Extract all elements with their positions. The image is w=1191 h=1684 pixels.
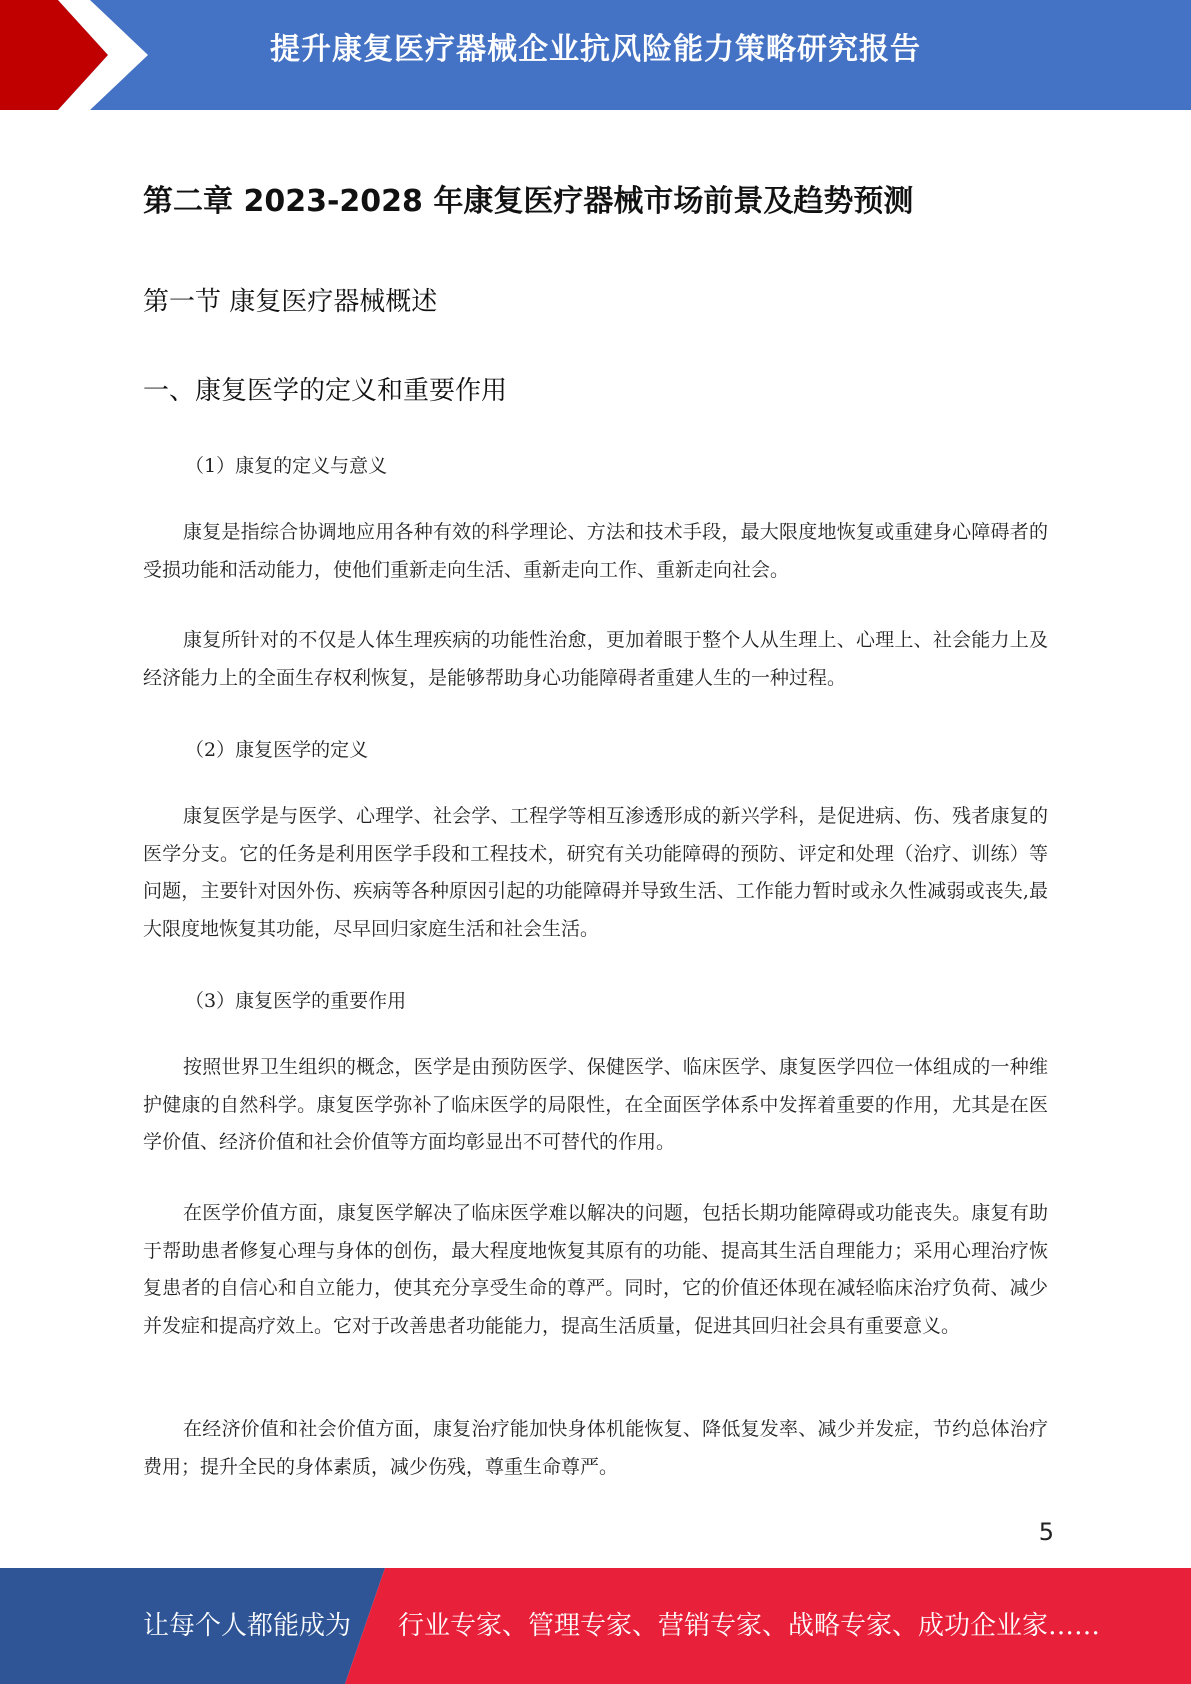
paragraph: 康复医学是与医学、心理学、社会学、工程学等相互渗透形成的新兴学科，是促进病、伤、残者康复的医学分支。它的任务是利用医学手段和工程技术，研究有关功能障碍的预防、评定和处理（治疗、训练）等问题，主要针对因外伤、疾病等各种原因引起的功能障碍并导致生活、工作能力暂时或永久性减弱或丧失,最大限度地恢复其功能，尽早回归家庭生活和社会生活。 <box>143 805 1048 940</box>
sub-heading-definition: （1）康复的定义与意义 <box>185 455 388 477</box>
footer-slogan-left: 让每个人都能成为 <box>143 1611 352 1641</box>
paragraph: 在医学价值方面，康复医学解决了临床医学难以解决的问题，包括长期功能障碍或功能丧失。康复有助于帮助患者修复心理与身体的创伤，最大程度地恢复其原有的功能、提高其生活自理能力；采用心理治疗恢复患者的自信心和自立能力，使其充分享受生命的尊严。同时，它的价值还体现在减轻临床治疗负荷、减少并发症和提高疗效上。它对于改善患者功能能力，提高生活质量，促进其回归社会具有重要意义。 <box>143 1202 1048 1337</box>
page-number: 5 <box>1038 1518 1054 1546</box>
sub-heading-medicine-definition: （2）康复医学的定义 <box>185 739 369 761</box>
header-arrow-decoration <box>0 0 160 110</box>
footer-slogan-right: 行业专家、管理专家、营销专家、战略专家、成功企业家…… <box>398 1611 1101 1641</box>
paragraph: 康复所针对的不仅是人体生理疾病的功能性治愈，更加着眼于整个人从生理上、心理上、社会能力上及经济能力上的全面生存权利恢复，是能够帮助身心功能障碍者重建人生的一种过程。 <box>143 629 1048 689</box>
paragraph: 康复是指综合协调地应用各种有效的科学理论、方法和技术手段，最大限度地恢复或重建身心障碍者的受损功能和活动能力，使他们重新走向生活、重新走向工作、重新走向社会。 <box>143 521 1048 581</box>
section-title: 第一节 康复医疗器械概述 <box>143 287 438 317</box>
sub-heading-importance: （3）康复医学的重要作用 <box>185 990 407 1012</box>
chapter-title: 第二章 2023-2028 年康复医疗器械市场前景及趋势预测 <box>143 184 914 219</box>
subsection-title: 一、康复医学的定义和重要作用 <box>143 376 508 406</box>
paragraph: 按照世界卫生组织的概念，医学是由预防医学、保健医学、临床医学、康复医学四位一体组成的一种维护健康的自然科学。康复医学弥补了临床医学的局限性，在全面医学体系中发挥着重要的作用，尤其是在医学价值、经济价值和社会价值等方面均彰显出不可替代的作用。 <box>143 1056 1048 1153</box>
report-title: 提升康复医疗器械企业抗风险能力策略研究报告 <box>270 32 921 67</box>
page-header <box>0 0 1191 110</box>
paragraph: 在经济价值和社会价值方面，康复治疗能加快身体机能恢复、降低复发率、减少并发症，节约总体治疗费用；提升全民的身体素质，减少伤残，尊重生命尊严。 <box>143 1418 1048 1478</box>
page-footer <box>0 1568 1191 1684</box>
